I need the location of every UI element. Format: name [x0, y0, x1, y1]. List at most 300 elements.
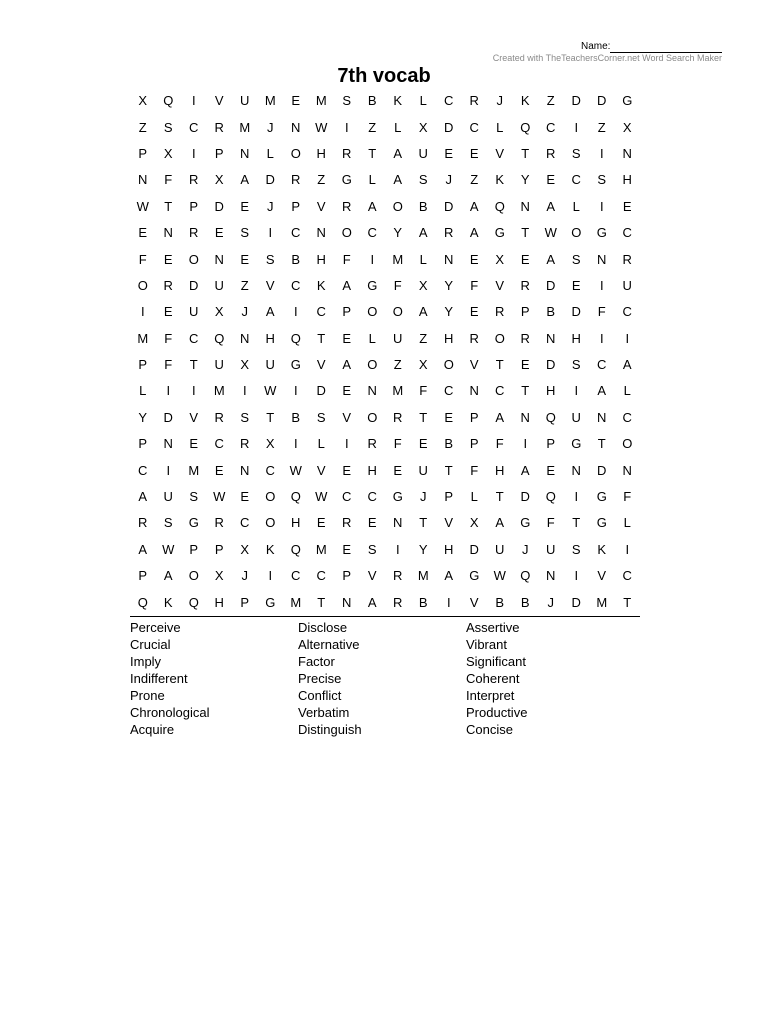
grid-letter: I [599, 198, 604, 214]
grid-letter: Q [188, 594, 199, 610]
grid-letter: B [520, 594, 530, 610]
grid-letter: O [443, 357, 454, 373]
grid-letter: Y [520, 172, 530, 188]
grid-letter: G [520, 515, 531, 531]
grid-letter: M [392, 383, 404, 399]
grid-letter: B [367, 93, 377, 109]
grid-letter: B [418, 198, 428, 214]
grid-letter: F [393, 436, 402, 452]
grid-letter: I [599, 277, 604, 293]
grid-letter: X [418, 357, 428, 373]
grid-letter: X [138, 93, 148, 109]
grid-letter: E [138, 225, 148, 241]
grid-letter: U [265, 357, 275, 373]
grid-letter: Z [138, 119, 147, 135]
grid-letter: N [546, 568, 556, 584]
grid-letter: E [469, 145, 479, 161]
grid-letter: L [317, 436, 325, 452]
grid-letter: T [266, 409, 275, 425]
grid-letter: R [342, 198, 352, 214]
grid-letter: M [315, 541, 327, 557]
grid-letter: R [546, 145, 556, 161]
grid-letter: Y [418, 541, 428, 557]
grid-letter: N [520, 409, 530, 425]
grid-letter: R [393, 594, 403, 610]
grid-letter: G [469, 568, 480, 584]
grid-letter: S [163, 515, 173, 531]
grid-letter: P [138, 436, 148, 452]
grid-letter: L [623, 383, 631, 399]
grid-letter: E [316, 515, 326, 531]
grid-letter: S [571, 541, 581, 557]
grid-letter: X [214, 568, 224, 584]
grid-letter: A [622, 357, 632, 373]
grid-letter: I [370, 251, 375, 267]
grid-letter: R [214, 515, 224, 531]
grid-letter: G [596, 225, 607, 241]
vocab-word: Vibrant [466, 637, 507, 652]
grid-letter: B [418, 594, 428, 610]
grid-letter: R [622, 251, 632, 267]
grid-letter: E [622, 198, 632, 214]
grid-letter: Z [470, 172, 479, 188]
grid-letter: N [546, 330, 556, 346]
grid-letter: P [214, 541, 224, 557]
grid-letter: A [469, 225, 479, 241]
grid-letter: I [625, 541, 630, 557]
grid-letter: B [546, 304, 556, 320]
grid-letter: J [267, 119, 274, 135]
grid-letter: N [291, 119, 301, 135]
grid-letter: I [268, 225, 273, 241]
grid-letter: T [419, 409, 428, 425]
grid-row [130, 510, 640, 536]
grid-letter: I [293, 436, 298, 452]
grid-letter: I [140, 304, 145, 320]
grid-letter: E [240, 198, 250, 214]
grid-letter: U [163, 489, 173, 505]
grid-letter: V [495, 145, 505, 161]
grid-letter: F [623, 489, 632, 505]
grid-letter: A [138, 489, 148, 505]
grid-letter: Z [597, 119, 606, 135]
grid-letter: V [265, 277, 275, 293]
grid-letter: P [138, 145, 148, 161]
grid-letter: I [574, 489, 579, 505]
grid-letter: G [290, 357, 301, 373]
grid-letter: H [495, 462, 505, 478]
grid-letter: G [367, 277, 378, 293]
grid-letter: N [367, 383, 377, 399]
grid-row [130, 114, 640, 140]
grid-letter: S [418, 172, 428, 188]
grid-letter: D [597, 93, 607, 109]
grid-letter: C [189, 119, 199, 135]
grid-letter: E [189, 436, 199, 452]
grid-letter: F [597, 304, 606, 320]
grid-letter: R [189, 225, 199, 241]
grid-letter: Q [545, 489, 556, 505]
grid-letter: Q [214, 330, 225, 346]
grid-letter: M [213, 383, 225, 399]
grid-letter: J [420, 489, 427, 505]
grid-letter: A [393, 145, 403, 161]
vocab-word: Crucial [130, 637, 171, 652]
grid-letter: E [163, 304, 173, 320]
grid-letter: H [367, 462, 377, 478]
grid-letter: M [239, 119, 251, 135]
grid-letter: E [393, 462, 403, 478]
grid-letter: M [290, 594, 302, 610]
grid-letter: T [368, 145, 377, 161]
grid-letter: T [317, 330, 326, 346]
grid-letter: D [546, 277, 556, 293]
grid-letter: I [574, 383, 579, 399]
grid-letter: Q [545, 409, 556, 425]
grid-letter: N [163, 436, 173, 452]
grid-letter: I [293, 304, 298, 320]
grid-letter: O [367, 304, 378, 320]
grid-letter: E [469, 251, 479, 267]
grid-letter: S [571, 357, 581, 373]
grid-row [130, 431, 640, 457]
grid-letter: V [367, 568, 377, 584]
grid-letter: O [265, 515, 276, 531]
grid-letter: G [341, 172, 352, 188]
grid-letter: D [597, 462, 607, 478]
grid-letter: G [494, 225, 505, 241]
grid-letter: E [418, 436, 428, 452]
vocab-word: Distinguish [298, 722, 362, 737]
grid-letter: Z [546, 93, 555, 109]
grid-letter: J [547, 594, 554, 610]
grid-letter: P [138, 568, 148, 584]
word-list [130, 619, 640, 738]
grid-letter: W [544, 225, 557, 241]
grid-letter: A [546, 251, 556, 267]
grid-letter: T [495, 357, 504, 373]
grid-letter: P [240, 594, 250, 610]
grid-letter: O [188, 568, 199, 584]
vocab-word: Alternative [298, 637, 360, 652]
grid-letter: C [597, 357, 607, 373]
grid-letter: U [418, 145, 428, 161]
grid-letter: F [342, 251, 351, 267]
grid-letter: O [571, 225, 582, 241]
vocab-word: Acquire [130, 722, 175, 737]
grid-row [130, 220, 640, 246]
grid-letter: O [265, 489, 276, 505]
grid-letter: D [571, 304, 581, 320]
vocab-word: Precise [298, 671, 342, 686]
grid-letter: F [546, 515, 555, 531]
grid-letter: R [240, 436, 250, 452]
grid-letter: Q [290, 489, 301, 505]
grid-letter: U [546, 541, 556, 557]
grid-letter: H [291, 515, 301, 531]
vocab-word: Productive [466, 705, 528, 720]
grid-letter: P [189, 541, 199, 557]
grid-letter: R [393, 568, 403, 584]
grid-letter: U [214, 357, 224, 373]
grid-letter: E [546, 462, 556, 478]
grid-letter: A [265, 304, 275, 320]
grid-letter: V [469, 357, 479, 373]
grid-letter: A [367, 198, 377, 214]
grid-letter: Z [393, 357, 402, 373]
grid-letter: I [523, 436, 528, 452]
grid-row [130, 167, 640, 193]
vocab-word: Disclose [298, 620, 348, 635]
vocab-word: Conflict [298, 688, 342, 703]
grid-letter: L [496, 119, 504, 135]
grid-letter: B [291, 409, 301, 425]
grid-letter: R [138, 515, 148, 531]
grid-letter: S [571, 251, 581, 267]
grid-letter: N [597, 251, 607, 267]
grid-letter: O [494, 330, 505, 346]
grid-letter: P [291, 198, 301, 214]
grid-letter: R [393, 409, 403, 425]
grid-letter: H [265, 330, 275, 346]
grid-letter: U [189, 304, 199, 320]
grid-letter: E [520, 251, 530, 267]
vocab-word: Imply [130, 654, 162, 669]
grid-letter: H [546, 383, 556, 399]
grid-letter: E [520, 357, 530, 373]
grid-letter: N [342, 594, 352, 610]
grid-letter: R [291, 172, 301, 188]
grid-letter: T [444, 462, 453, 478]
grid-letter: X [622, 119, 632, 135]
grid-letter: L [266, 145, 274, 161]
grid-letter: P [520, 304, 530, 320]
grid-letter: O [392, 198, 403, 214]
grid-letter: C [291, 568, 301, 584]
grid-letter: N [571, 462, 581, 478]
grid-letter: X [265, 436, 275, 452]
grid-letter: J [496, 93, 503, 109]
grid-letter: F [164, 357, 173, 373]
grid-row [130, 378, 640, 404]
grid-letter: Q [520, 119, 531, 135]
grid-letter: B [291, 251, 301, 267]
grid-letter: C [444, 383, 454, 399]
grid-letter: J [522, 541, 529, 557]
grid-letter: K [597, 541, 607, 557]
grid-letter: F [138, 251, 147, 267]
grid-row [130, 457, 640, 483]
grid-letter: V [597, 568, 607, 584]
grid-letter: X [240, 357, 250, 373]
grid-letter: N [163, 225, 173, 241]
grid-letter: L [394, 119, 402, 135]
grid-letter: G [596, 515, 607, 531]
grid-letter: D [265, 172, 275, 188]
grid-letter: A [469, 198, 479, 214]
grid-letter: I [395, 541, 400, 557]
grid-letter: E [342, 462, 352, 478]
grid-letter: I [344, 119, 349, 135]
grid-letter: O [367, 409, 378, 425]
grid-letter: L [470, 489, 478, 505]
grid-letter: V [316, 357, 326, 373]
vocab-word: Chronological [130, 705, 210, 720]
grid-letter: T [521, 383, 530, 399]
grid-letter: N [316, 225, 326, 241]
grid-letter: A [393, 172, 403, 188]
grid-row [130, 563, 640, 589]
grid-letter: R [469, 93, 479, 109]
grid-letter: O [341, 225, 352, 241]
grid-letter: S [189, 489, 199, 505]
grid-letter: V [342, 409, 352, 425]
grid-letter: U [393, 330, 403, 346]
grid-letter: X [214, 304, 224, 320]
grid-letter: U [571, 409, 581, 425]
grid-letter: M [392, 251, 404, 267]
grid-letter: L [368, 330, 376, 346]
grid-letter: F [495, 436, 504, 452]
grid-letter: C [316, 304, 326, 320]
grid-letter: T [189, 357, 198, 373]
grid-letter: N [214, 251, 224, 267]
grid-letter: R [495, 304, 505, 320]
grid-letter: W [493, 568, 506, 584]
grid-letter: G [571, 436, 582, 452]
grid-letter: E [367, 515, 377, 531]
grid-letter: R [214, 409, 224, 425]
grid-letter: S [597, 172, 607, 188]
grid-letter: H [214, 594, 224, 610]
grid-letter: I [293, 383, 298, 399]
grid-letter: U [418, 462, 428, 478]
grid-letter: A [138, 541, 148, 557]
grid-letter: E [342, 330, 352, 346]
grid-letter: T [623, 594, 632, 610]
grid-row [130, 299, 640, 325]
grid-letter: N [520, 198, 530, 214]
grid-letter: X [495, 251, 505, 267]
grid-letter: Q [163, 93, 174, 109]
grid-letter: W [315, 489, 328, 505]
grid-letter: F [393, 277, 402, 293]
grid-row [130, 141, 640, 167]
grid-letter: N [393, 515, 403, 531]
grid-letter: I [166, 462, 171, 478]
grid-letter: W [289, 462, 302, 478]
vocab-word: Perceive [130, 620, 181, 635]
grid-letter: T [495, 489, 504, 505]
grid-letter: T [419, 515, 428, 531]
grid-letter: R [520, 277, 530, 293]
grid-letter: E [571, 277, 581, 293]
grid-letter: I [625, 330, 630, 346]
grid-row [130, 88, 640, 114]
grid-letter: H [622, 172, 632, 188]
grid-letter: C [342, 489, 352, 505]
grid-letter: C [622, 409, 632, 425]
grid-row [130, 537, 640, 563]
grid-letter: T [572, 515, 581, 531]
grid-letter: H [444, 330, 454, 346]
name-blank-line[interactable] [610, 42, 722, 53]
grid-letter: N [138, 172, 148, 188]
grid-letter: A [418, 304, 428, 320]
grid-letter: F [164, 172, 173, 188]
grid-letter: J [267, 198, 274, 214]
grid-letter: C [316, 568, 326, 584]
grid-letter: V [214, 93, 224, 109]
grid-letter: Q [494, 198, 505, 214]
grid-letter: A [418, 225, 428, 241]
grid-row [130, 589, 640, 615]
grid-letter: X [418, 277, 428, 293]
grid-letter: E [163, 251, 173, 267]
grid-letter: R [189, 172, 199, 188]
grid-letter: V [495, 277, 505, 293]
grid-letter: U [622, 277, 632, 293]
grid-letter: L [419, 93, 427, 109]
grid-letter: W [213, 489, 226, 505]
grid-letter: I [242, 383, 247, 399]
grid-letter: C [291, 277, 301, 293]
grid-letter: P [138, 357, 148, 373]
grid-letter: V [316, 198, 326, 214]
grid-letter: N [622, 145, 632, 161]
grid-letter: Y [393, 225, 403, 241]
divider [130, 616, 640, 617]
grid-letter: D [189, 277, 199, 293]
grid-letter: D [546, 357, 556, 373]
grid-letter: C [367, 225, 377, 241]
grid-letter: E [240, 489, 250, 505]
grid-letter: T [164, 198, 173, 214]
grid-row [130, 273, 640, 299]
grid-letter: Y [444, 277, 454, 293]
grid-letter: M [417, 568, 429, 584]
grid-letter: P [469, 409, 479, 425]
grid-letter: A [367, 594, 377, 610]
name-field[interactable] [581, 41, 722, 53]
grid-letter: O [137, 277, 148, 293]
grid-letter: E [444, 145, 454, 161]
grid-letter: E [546, 172, 556, 188]
grid-letter: R [214, 119, 224, 135]
grid-letter: S [342, 93, 352, 109]
grid-letter: K [495, 172, 505, 188]
grid-letter: P [546, 436, 556, 452]
grid-letter: P [342, 304, 352, 320]
grid-letter: O [392, 304, 403, 320]
grid-letter: G [596, 489, 607, 505]
grid-letter: E [240, 251, 250, 267]
grid-letter: D [214, 198, 224, 214]
vocab-word: Coherent [466, 671, 520, 686]
grid-letter: S [163, 119, 173, 135]
grid-letter: E [291, 93, 301, 109]
grid-letter: I [268, 568, 273, 584]
grid-letter: E [444, 409, 454, 425]
grid-letter: H [571, 330, 581, 346]
grid-letter: D [520, 489, 530, 505]
grid-letter: Q [520, 568, 531, 584]
grid-letter: I [574, 568, 579, 584]
grid-letter: G [392, 489, 403, 505]
grid-letter: D [163, 409, 173, 425]
grid-row [130, 484, 640, 510]
grid-letter: L [139, 383, 147, 399]
